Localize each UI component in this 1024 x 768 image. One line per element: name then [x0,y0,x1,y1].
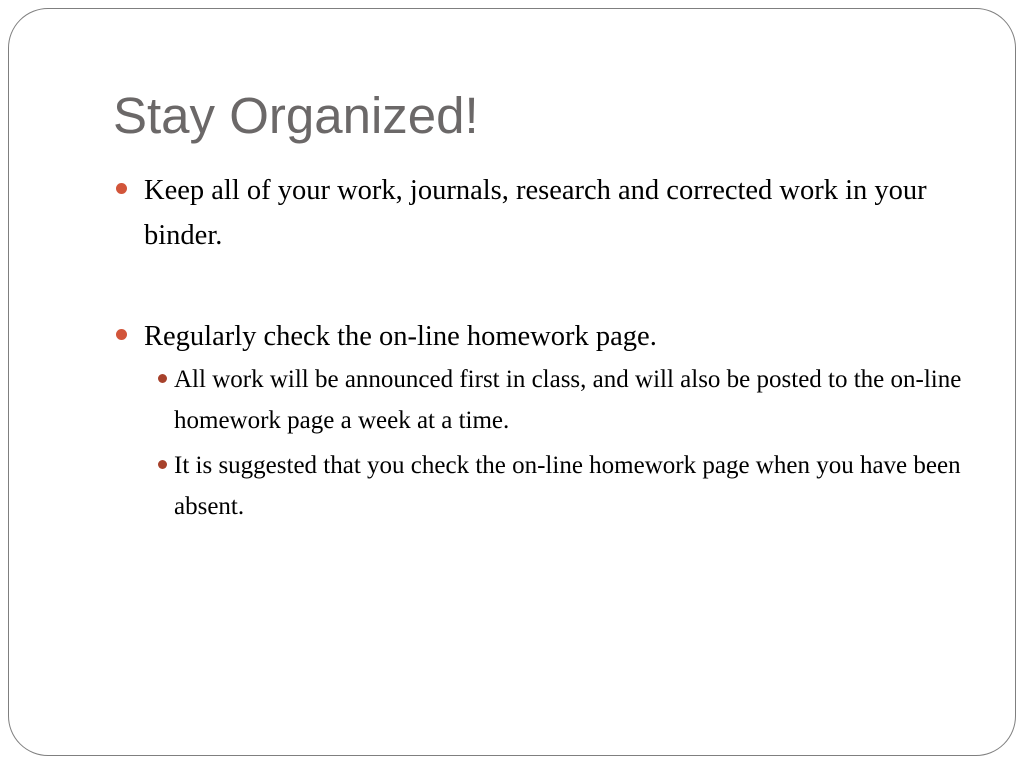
sub-bullet-item-announced [144,359,973,441]
slide-title: Stay Organized! [113,87,479,144]
bullet-dot-icon [116,183,127,194]
bullet-text: Regularly check the on-line homework page. [144,321,657,352]
bullet-item-binder [113,168,973,258]
bullet-text: Keep all of your work, journals, research and corrected work in your binder. [144,175,927,251]
sub-bullet-list [144,359,973,527]
sub-bullet-text: All work will be announced first in class, and will also be posted to the on-line homework page a week at a time. [174,366,962,434]
sub-bullet-item-absent [144,445,973,527]
bullet-item-homework-page [113,314,973,527]
sub-bullet-dot-icon [158,374,167,383]
sub-bullet-text: It is suggested that you check the on-line homework page when you have been absent. [174,452,961,520]
bullet-dot-icon [116,329,127,340]
list-spacer [113,258,973,314]
bullet-list [113,168,973,527]
sub-bullet-dot-icon [158,460,167,469]
